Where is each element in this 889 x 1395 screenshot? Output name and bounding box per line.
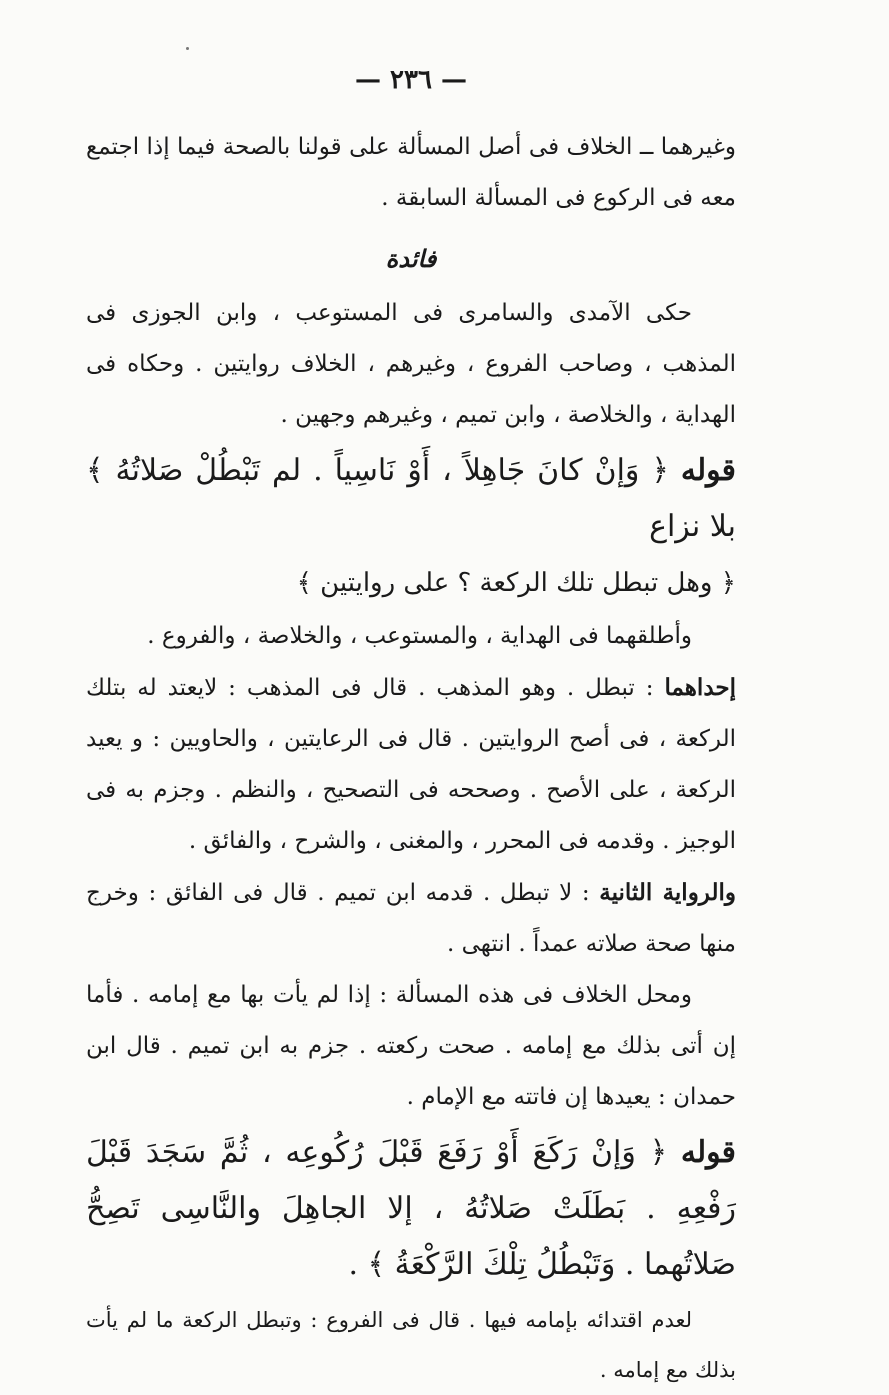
thaniya-paragraph (86, 867, 736, 970)
page-number: — ٢٣٦ — (354, 65, 468, 95)
thaniya-label: والرواية الثانية (599, 879, 736, 906)
faida-paragraph: حكى الآمدى والسامرى فى المستوعب ، وابن الجوزى فى المذهب ، وصاحب الفروع ، وغيرهم ، الخلاف روايتين . وحكاه فى الهداية ، والخلاصة ، وابن تميم ، وغيرهم وجهين . (86, 300, 736, 428)
section-heading: فائدة (385, 244, 437, 273)
quote-1-text: ﴿ وَإنْ كانَ جَاهِلاً ، أَوْ نَاسِياً . لم تَبْطُلْ صَلاتُهُ ﴾ بلا نزاع (86, 453, 736, 544)
atlaqahuma-paragraph: وأطلقهما فى الهداية ، والمستوعب ، والخلاصة ، والفروع . (147, 623, 692, 649)
quote-1-question: ﴿ وهل تبطل تلك الركعة ؟ على روايتين ﴾ (296, 568, 736, 598)
quote-2 (86, 1125, 736, 1293)
speck (186, 47, 189, 50)
quote-1-lead: قوله (680, 453, 736, 488)
thaniya-text: : لا تبطل . قدمه ابن تميم . قال فى الفائق : وخرج منها صحة صلاته عمداً . انتهى . (86, 880, 736, 957)
ihdahuma-label: إحداهما (664, 674, 737, 701)
ihdahuma-text: : تبطل . وهو المذهب . قال فى المذهب : لايعتد له بتلك الركعة ، فى أصح الروايتين . قال فى الرعايتين ، والحاويين : و يعيد الركعة ، على الأصح . وصححه فى التصحيح ، والنظم . وجزم به فى الوجيز . وقدمه فى المحرر ، والمغنى ، والشرح ، والفائق . (86, 675, 736, 854)
mahall-paragraph: ومحل الخلاف فى هذه المسألة : إذا لم يأت بها مع إمامه . فأما إن أتى بذلك مع إمامه . صحت ركعته . جزم به ابن تميم . قال ابن حمدان : يعيدها إن فاتته مع الإمام . (86, 982, 736, 1110)
quote-2-lead: قوله (680, 1135, 736, 1170)
last-paragraph: لعدم اقتدائه بإمامه فيها . قال فى الفروع : وتبطل الركعة ما لم يأت بذلك مع إمامه . (86, 1308, 736, 1382)
quote-2-text: ﴿ وَإنْ رَكَعَ أَوْ رَفَعَ قَبْلَ رُكُوعِه ، ثُمَّ سَجَدَ قَبْلَ رَفْعِهِ . بَطَلَتْ صَلاتُهُ ، إلا الجاهِلَ والنَّاسِى تَصِحُّ صَلاتُهما . وَتَبْطُلُ تِلْكَ الرَّكْعَةُ ﴾ . (86, 1135, 736, 1282)
quote-1 (86, 443, 736, 555)
page-body (86, 60, 736, 1395)
ihdahuma-paragraph (86, 662, 736, 867)
continuation-paragraph: وغيرهما ــ الخلاف فى أصل المسألة على قولنا بالصحة فيما إذا اجتمع معه فى الركوع فى المسألة السابقة . (86, 134, 736, 211)
